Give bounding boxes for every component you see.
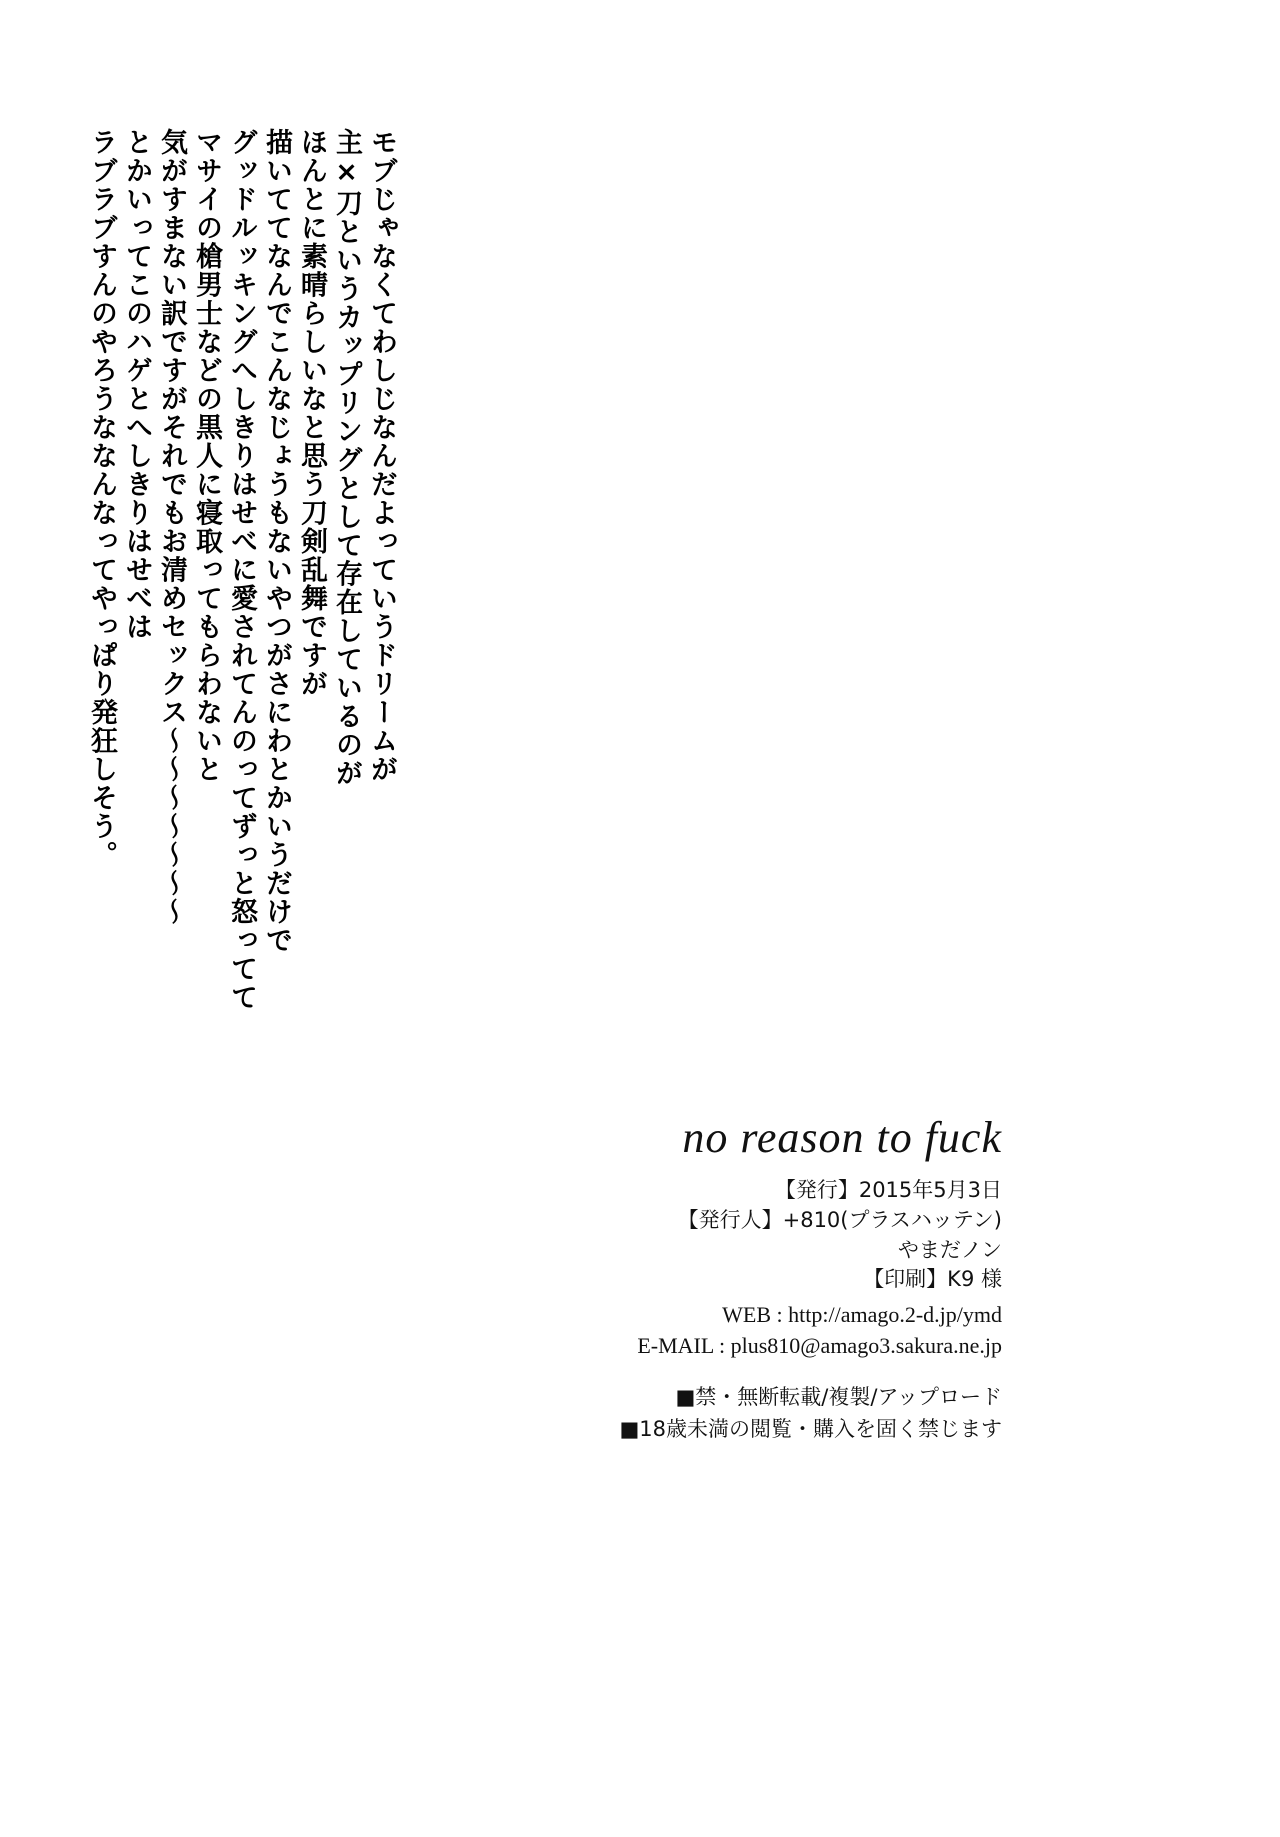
printer: 【印刷】K9 様 [863,1267,1002,1292]
reprint-notice: ■禁・無断転載/複製/アップロード [675,1385,1002,1409]
website: WEB : http://amago.2-d.jp/ymd [722,1302,1002,1328]
afterword-text-block [80,128,395,1248]
age-restriction-notice: ■18歳未満の閲覧・購入を固く禁じます [619,1416,1002,1441]
email: E-MAIL : plus810@amago3.sakura.ne.jp [637,1333,1002,1359]
notices-block [0,1382,1002,1445]
afterword-line: グッドルッキングへしきりはせべに愛されてんのってずっと怒ってて [226,128,257,1012]
page-title: no reason to fuck [682,1113,1002,1162]
afterword-line: マサイの槍男士などの黒人に寝取ってもらわないと [191,128,222,784]
afterword-line: 描いててなんでこんなじょうもないやつがさにわとかいうだけで [261,128,292,955]
afterword-line: 気がすまない訳ですがそれでもお清めセックス〜〜〜〜〜〜〜 [156,128,187,926]
afterword-line: とかいってこのハゲとへしきりはせべは [121,128,152,641]
publish-date: 【発行】2015年5月3日 [774,1178,1002,1202]
afterword-line: ほんとに素晴らしいなと思う刀剣乱舞ですが [296,128,327,698]
colophon-details [0,1176,1002,1362]
afterword-line: モブじゃなくてわしじなんだよっていうドリームが [366,128,397,784]
publisher: 【発行人】+810(プラスハッテン) [677,1207,1002,1232]
afterword-line: ラブラブすんのやろうななんなってやっぱり発狂しそう。 [86,128,117,869]
afterword-line: 主×刀というカップリングとして存在しているのが [331,128,362,788]
author: やまだノン [897,1237,1002,1262]
